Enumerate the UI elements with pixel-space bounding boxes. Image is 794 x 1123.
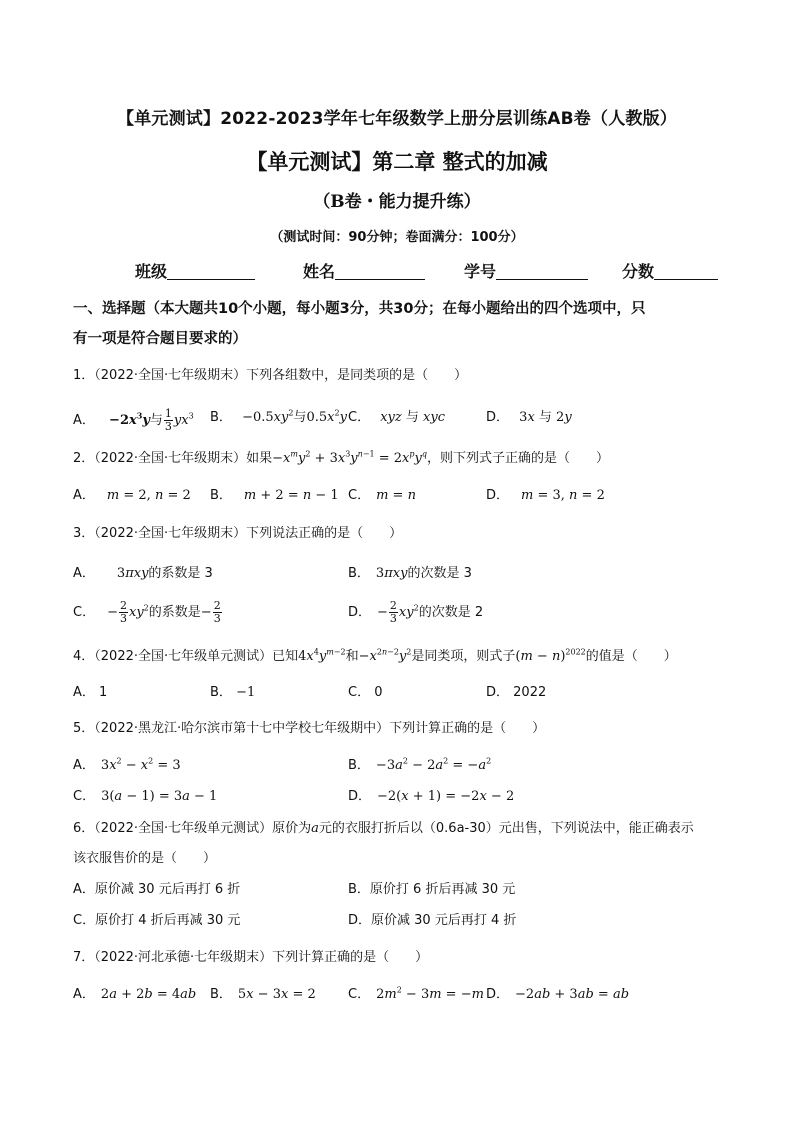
question-7-option-a[interactable]: A． 2a + 2b = 4ab bbox=[73, 987, 197, 1002]
question-1-option-a[interactable]: A． $-2x^3y$与 $\frac{1}{3}$ $yx^3$ bbox=[73, 407, 194, 433]
question-3-option-a[interactable]: A． 3πxy的系数是 3 bbox=[73, 566, 213, 581]
question-4-option-a[interactable]: A． 1 bbox=[73, 685, 108, 700]
question-4-option-b[interactable]: B． −1 bbox=[210, 685, 256, 700]
question-2-option-a[interactable]: A． m = 2, n = 2 bbox=[73, 488, 191, 503]
question-2-stem: 2．（2022·全国·七年级期末）如果$-x^my^2 + 3x^3y^{n-1} = 2x^py^q$，则下列式子正确的是（ ） bbox=[73, 449, 610, 466]
question-6-option-d[interactable]: D．原价减 30 元后再打 4 折 bbox=[348, 913, 517, 928]
question-1-option-c[interactable]: C． xyz 与 xyc bbox=[348, 410, 445, 425]
question-7-option-c[interactable]: C． $2m^2 - 3m = -m$ bbox=[348, 985, 484, 1002]
question-4-option-d[interactable]: D． 2022 bbox=[486, 685, 547, 700]
question-5-option-a[interactable]: A． $3x^2 - x^2 = 3$ bbox=[73, 756, 181, 773]
field-name[interactable]: 姓名 bbox=[303, 259, 425, 282]
section-heading-line1: 一、选择题（本大题共10个小题，每小题3分，共30分；在每小题给出的四个选项中，只 bbox=[73, 301, 646, 317]
field-number[interactable]: 学号 bbox=[464, 259, 588, 282]
field-score[interactable]: 分数 bbox=[622, 259, 718, 282]
question-6-stem: 6．（2022·全国·七年级单元测试）原价为a元的衣服打折后以（0.6a-30）元出售，下列说法中，能正确表示 bbox=[73, 821, 694, 836]
question-2-option-b[interactable]: B． m + 2 = n − 1 bbox=[210, 488, 339, 503]
question-4-stem: 4．（2022·全国·七年级单元测试）已知$4x^4y^{m-2}$和$-x^{2n-2}y^2$是同类项，则式子$(m - n)^{2022}$的值是（ ） bbox=[73, 647, 677, 664]
question-5-option-c[interactable]: C． 3(a − 1) = 3a − 1 bbox=[73, 789, 218, 804]
question-7-option-b[interactable]: B． 5x − 3x = 2 bbox=[210, 987, 316, 1002]
question-4-option-c[interactable]: C． 0 bbox=[348, 685, 383, 700]
section-heading-line2: 有一项是符合题目要求的） bbox=[73, 331, 247, 347]
test-info: （测试时间：90分钟；卷面满分：100分） bbox=[270, 230, 524, 245]
exam-title: 【单元测试】2022-2023学年七年级数学上册分层训练AB卷（人教版） bbox=[117, 109, 677, 129]
question-7-stem: 7．（2022·河北承德·七年级期末）下列计算正确的是（ ） bbox=[73, 950, 429, 965]
question-6-stem-line2: 该衣服售价的是（ ） bbox=[73, 851, 217, 866]
question-5-stem: 5．（2022·黑龙江·哈尔滨市第十七中学校七年级期中）下列计算正确的是（ ） bbox=[73, 721, 546, 736]
question-2-option-d[interactable]: D． m = 3, n = 2 bbox=[486, 488, 605, 503]
question-6-option-b[interactable]: B．原价打 6 折后再减 30 元 bbox=[348, 882, 516, 897]
question-3-stem: 3．（2022·全国·七年级期末）下列说法正确的是（ ） bbox=[73, 526, 403, 541]
question-5-option-b[interactable]: B． $-3a^2 - 2a^2 = -a^2$ bbox=[348, 756, 492, 773]
question-1-stem: 1．（2022·全国·七年级期末）下列各组数中，是同类项的是（ ） bbox=[73, 368, 468, 383]
chapter-title: 【单元测试】第二章 整式的加减 bbox=[246, 149, 548, 174]
question-3-option-b[interactable]: B． 3πxy的次数是 3 bbox=[348, 566, 472, 581]
question-3-option-c[interactable]: C． − $\frac{2}{3}$ $xy^2$的系数是− $\frac{2}{3}$ bbox=[73, 599, 221, 625]
question-7-option-d[interactable]: D． −2ab + 3ab = ab bbox=[486, 987, 630, 1002]
question-1-option-d[interactable]: D． 3x 与 2y bbox=[486, 410, 572, 425]
question-3-option-d[interactable]: D． − $\frac{2}{3}$ $xy^2$的次数是 2 bbox=[348, 599, 484, 625]
question-1-option-b[interactable]: B． $-0.5xy^2$与$0.5x^2y$ bbox=[210, 408, 347, 425]
question-6-option-c[interactable]: C．原价打 4 折后再减 30 元 bbox=[73, 913, 241, 928]
question-5-option-d[interactable]: D． −2(x + 1) = −2x − 2 bbox=[348, 789, 515, 804]
volume-title: （B卷・能力提升练） bbox=[313, 192, 481, 212]
question-2-option-c[interactable]: C． m = n bbox=[348, 488, 416, 503]
question-6-option-a[interactable]: A．原价减 30 元后再打 6 折 bbox=[73, 882, 241, 897]
field-class[interactable]: 班级 bbox=[135, 259, 255, 282]
